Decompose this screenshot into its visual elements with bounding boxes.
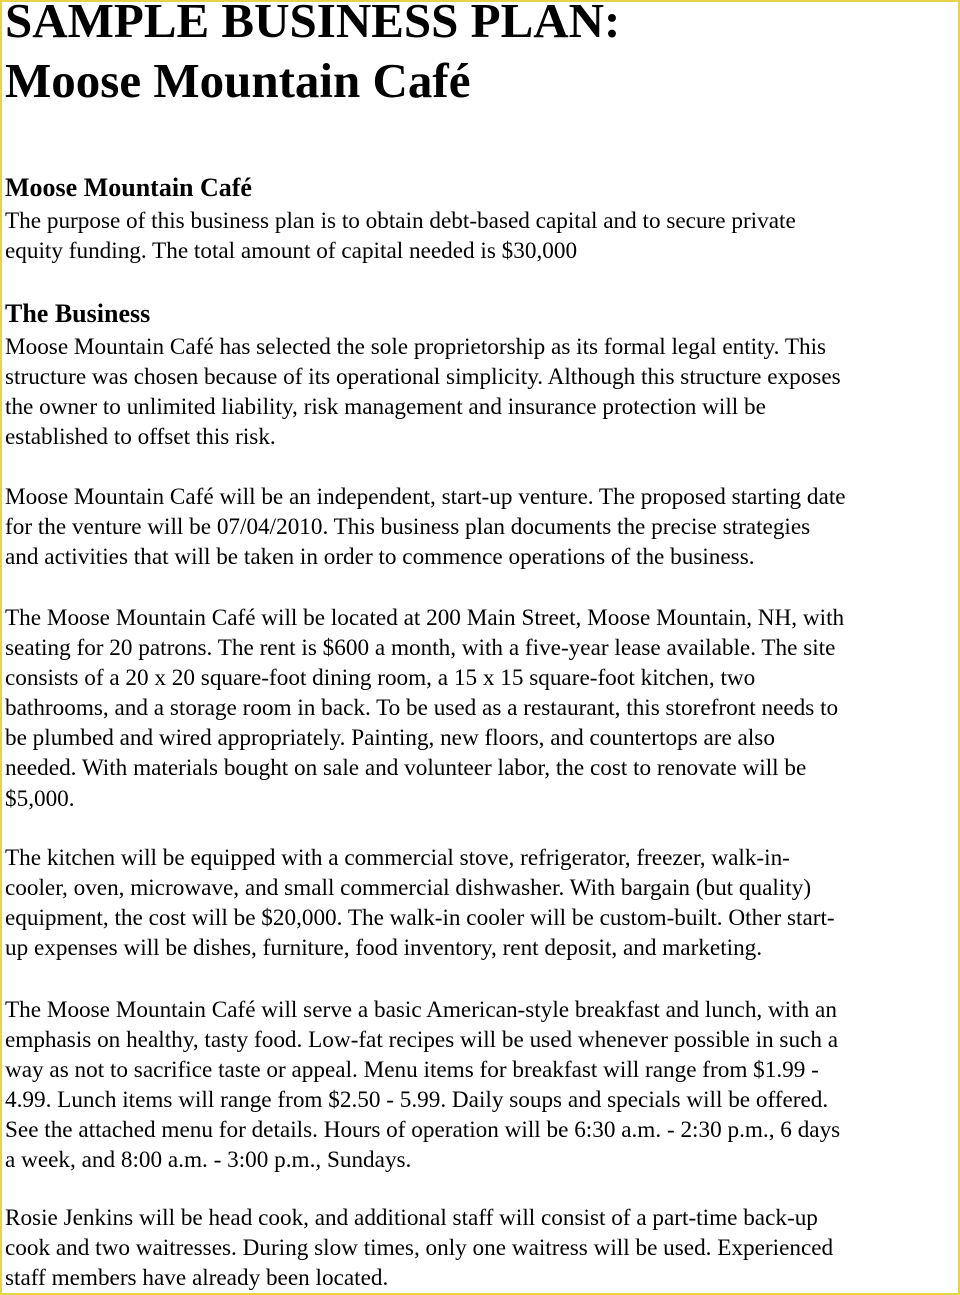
purpose-paragraph: The purpose of this business plan is to obtain debt-based capital and to secure private equity funding. The total amount of capital needed is $30,000	[5, 208, 796, 265]
document-page	[5, 0, 960, 1292]
menu-paragraph: The Moose Mountain Café will serve a basic American-style breakfast and lunch, with an emphasis on healthy, tasty food. Low-fat recipes will be used whenever possible in such a way as not to sacrifice taste or appeal. Menu items for breakfast will range from $1.99 - 4.99. Lunch items will range from $2.50 - 5.99. Daily soups and specials will be offered. See the attached menu for details. Hours of operation will be 6:30 a.m. - 2:30 p.m., 6 days a week, and 8:00 a.m. - 3:00 p.m., Sundays.	[5, 997, 841, 1174]
document-title	[5, 0, 960, 108]
section-heading-business: The Business	[5, 299, 151, 328]
location-paragraph: The Moose Mountain Café will be located at 200 Main Street, Moose Mountain, NH, with seating for 20 patrons. The rent is $600 a month, with a five-year lease available. The site consists of a 20 x 20 square-foot dining room, a 15 x 15 square-foot kitchen, two bathrooms, and a storage room in back. To be used as a restaurant, this storefront needs to be plumbed and wired appropriately. Painting, new floors, and countertops are also needed. With materials bought on sale and volunteer labor, the cost to renovate will be $5,000.	[5, 605, 845, 812]
section-heading-cafe: Moose Mountain Café	[5, 173, 252, 202]
kitchen-paragraph: The kitchen will be equipped with a commercial stove, refrigerator, freezer, walk-in- cooler, oven, microwave, and small commercial dishwasher. With bargain (but quality) equipment, the cost will be $20,000. The walk-in cooler will be custom-built. Other start- up expenses will be dishes, furniture, food inventory, rent deposit, and marketing.	[5, 845, 835, 962]
staff-paragraph: Rosie Jenkins will be head cook, and additional staff will consist of a part-time back-up cook and two waitresses. During slow times, only one waitress will be used. Experienced staff members have already been located.	[5, 1205, 834, 1292]
document-title-line-2: Moose Mountain Café	[5, 53, 471, 108]
document-title-line-1: SAMPLE BUSINESS PLAN:	[5, 0, 621, 48]
legal-entity-paragraph: Moose Mountain Café has selected the sole proprietorship as its formal legal entity. This structure was chosen because of its operational simplicity. Although this structure exposes the owner to unlimited liability, risk management and insurance protection will be established to offset this risk.	[5, 334, 841, 451]
venture-paragraph: Moose Mountain Café will be an independent, start-up venture. The proposed starting date for the venture will be 07/04/2010. This business plan documents the precise strategies and activities that will be taken in order to commence operations of the business.	[5, 484, 846, 571]
